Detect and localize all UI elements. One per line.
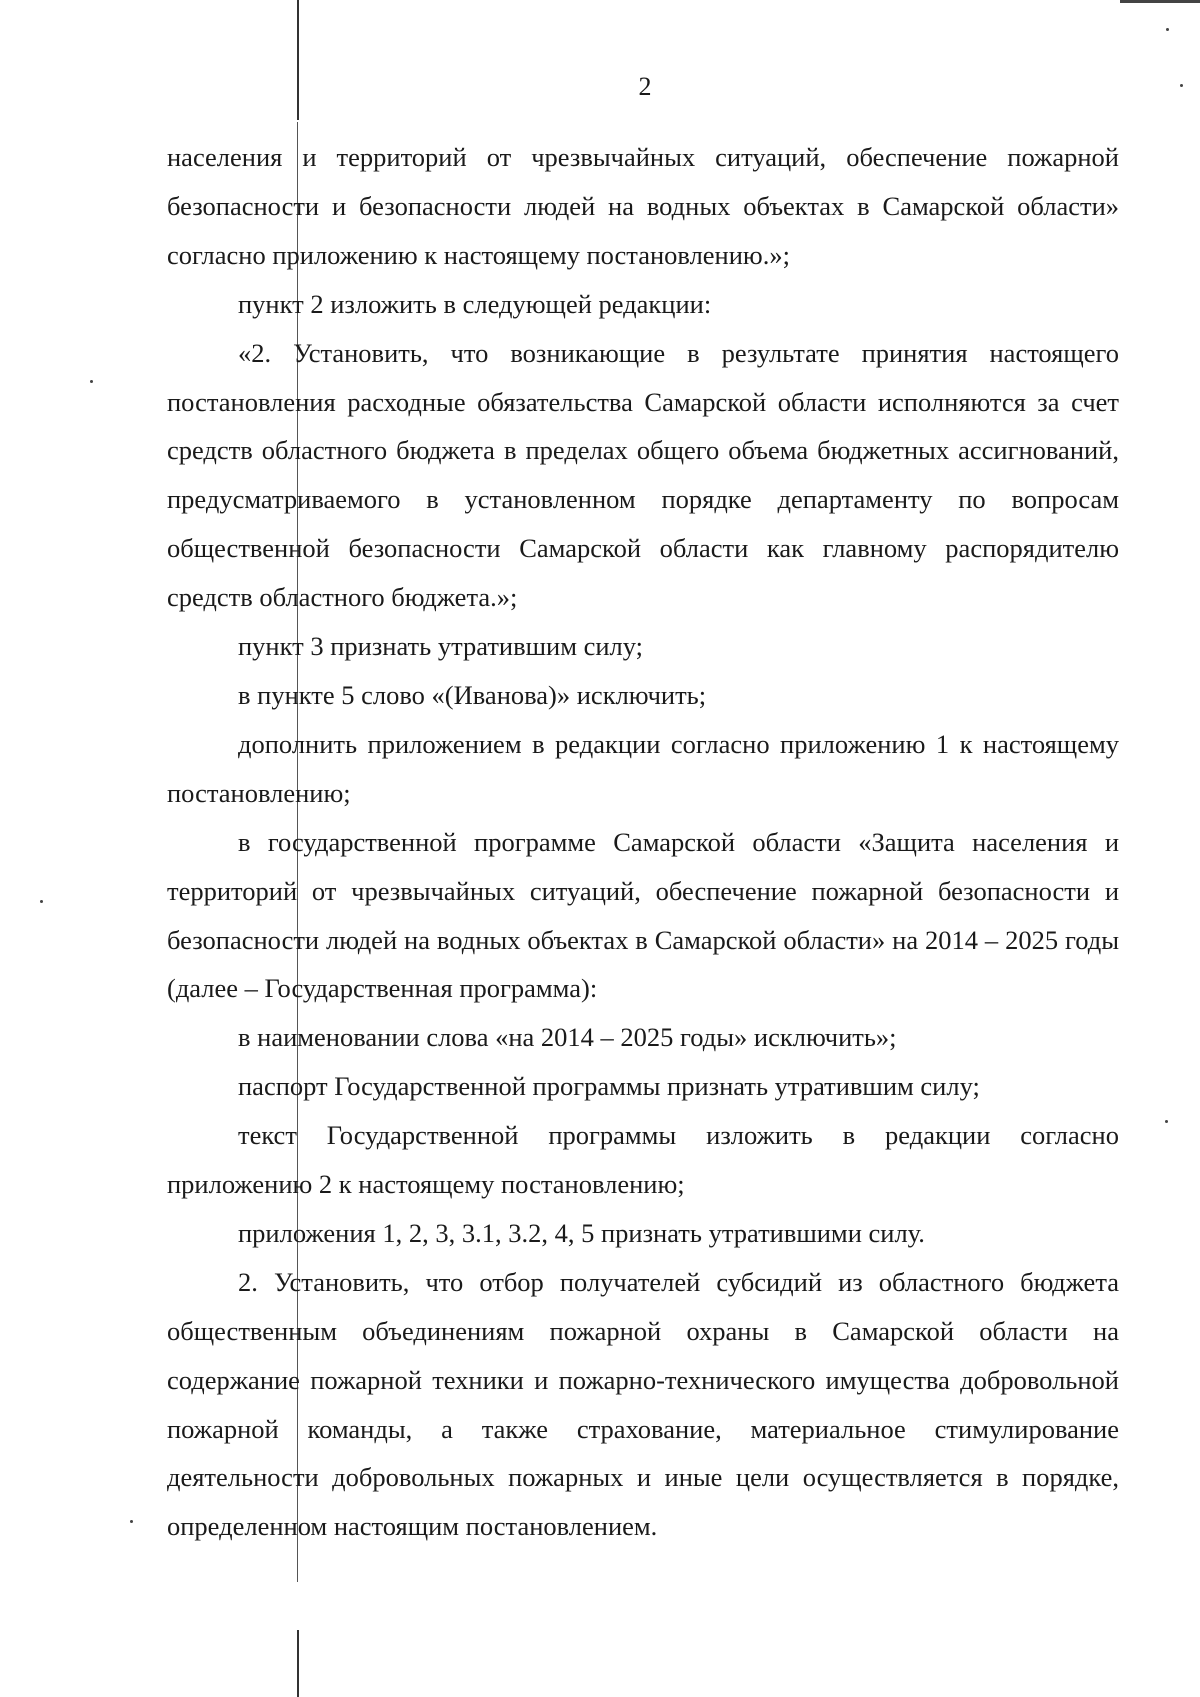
- scan-speck: [40, 900, 43, 903]
- scan-speck: [1166, 28, 1169, 31]
- document-body: [167, 133, 1119, 1551]
- scan-speck: [1165, 1120, 1168, 1123]
- page-number: 2: [638, 72, 652, 101]
- scan-top-rule: [1120, 0, 1200, 3]
- paragraph-clause-3: пункт 3 признать утратившим силу;: [238, 631, 644, 662]
- paragraph-name-words: в наименовании слова «на 2014 – 2025 годы» исключить»;: [238, 1022, 897, 1053]
- scan-speck: [90, 380, 93, 383]
- paragraph-clause-5: в пункте 5 слово «(Иванова)» исключить;: [238, 679, 707, 710]
- paragraph-continuation: населения и территорий от чрезвычайных ситуаций, обеспечение пожарной безопасности и безопасности людей на водных объектах в Самарской области» согласно приложению к настоящему постановлению.»;: [167, 142, 1119, 270]
- paragraph-section-2: 2. Установить, что отбор получателей субсидий из областного бюджета общественным объединениям пожарной охраны в Самарской области на содержание пожарной техники и пожарно-технического имущества добровольной пожарной команды, а также страхование, материальное стимулирование деятельности добровольных пожарных и иные цели осуществляется в порядке, определенном настоящим постановлением.: [167, 1266, 1119, 1542]
- scan-artifact-line: [297, 1630, 299, 1697]
- paragraph-state-program: в государственной программе Самарской области «Защита населения и территорий от чрезвычайных ситуаций, обеспечение пожарной безопасности и безопасности людей на водных объектах в Самарской области» на 2014 – 2025 годы (далее – Государственная программа):: [167, 826, 1119, 1004]
- paragraph-program-text: текст Государственной программы изложить в редакции согласно приложению 2 к настоящему постановлению;: [167, 1120, 1119, 1200]
- paragraph-appendices-void: приложения 1, 2, 3, 3.1, 3.2, 4, 5 признать утратившими силу.: [238, 1217, 925, 1248]
- scan-speck: [130, 1520, 133, 1523]
- paragraph-clause-2-text: «2. Установить, что возникающие в результате принятия настоящего постановления расходные обязательства Самарской области исполняются за счет средств областного бюджета в пределах общего объема бюджетных ассигнований, предусматриваемого в установленном порядке департаменту по вопросам общественной безопасности Самарской области как главному распорядителю средств областного бюджета.»;: [167, 337, 1119, 613]
- scan-artifact-line: [297, 0, 299, 120]
- paragraph-clause-2-intro: пункт 2 изложить в следующей редакции:: [238, 288, 712, 319]
- paragraph-passport: паспорт Государственной программы признать утратившим силу;: [238, 1071, 980, 1102]
- paragraph-add-appendix: дополнить приложением в редакции согласно приложению 1 к настоящему постановлению;: [167, 728, 1119, 808]
